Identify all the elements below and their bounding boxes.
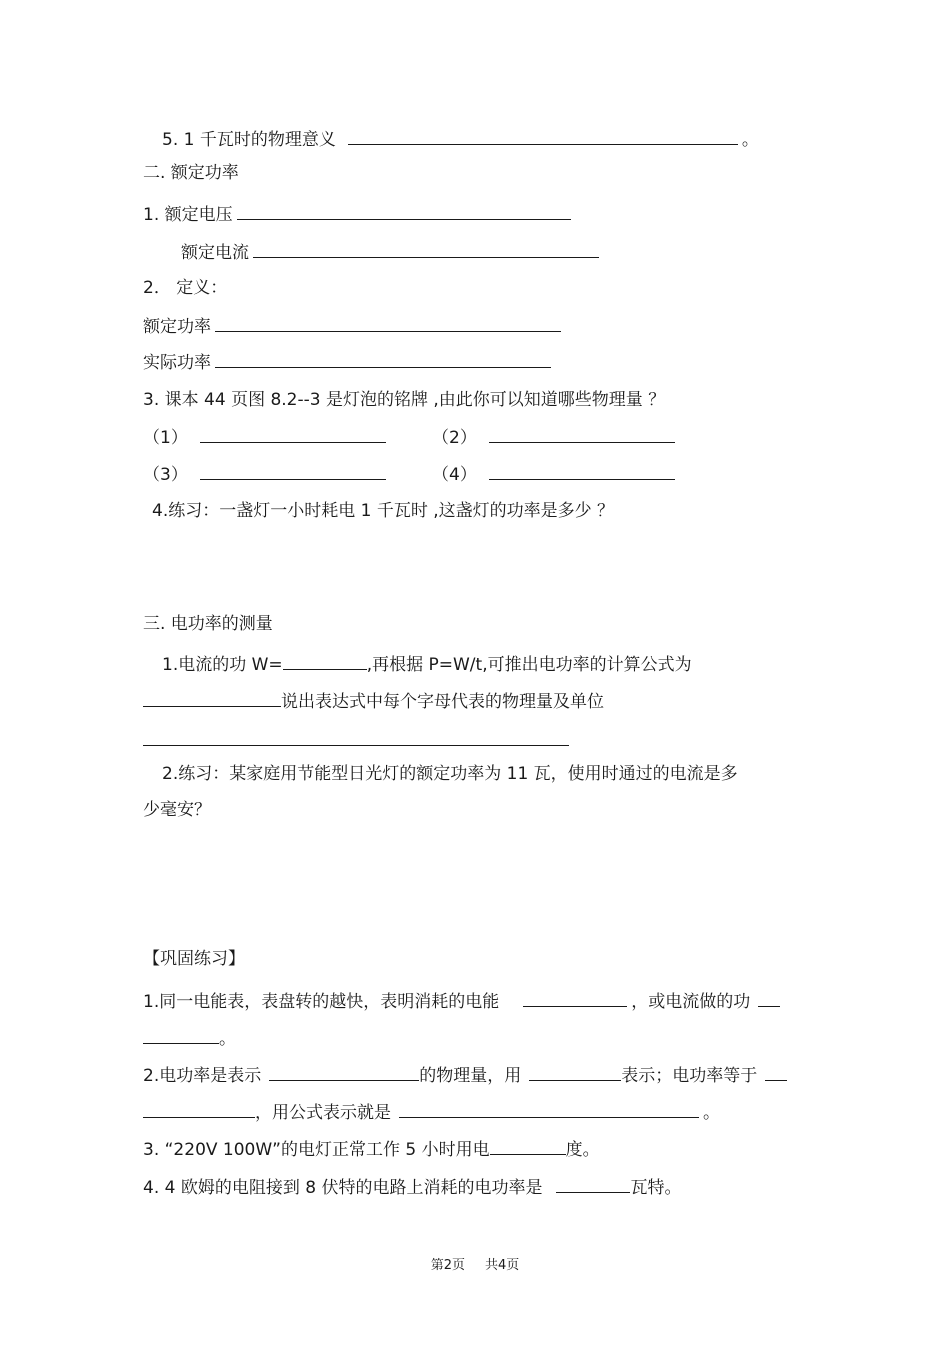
review-2-blank-d[interactable] [143,1099,255,1118]
measure-1: 1.电流的功 W= ,再根据 P=W/t,可推出电功率的计算公式为 [162,651,692,675]
review-2-cont: ，用公式表示就是 。 [143,1099,720,1123]
review-4-blank[interactable] [556,1174,630,1193]
review-1-blank-a[interactable] [523,988,627,1007]
page-footer [0,1257,950,1275]
option-3-blank[interactable] [200,461,386,480]
page-total: 共4页 [485,1258,520,1273]
review-1-cont: 。 [143,1025,236,1049]
section-2-title: 二. 额定功率 [143,163,239,183]
review-2-blank-c[interactable] [765,1062,787,1081]
review-3: 3. “220V 100W”的电灯正常工作 5 小时用电 度。 [143,1136,600,1160]
actual-power-blank[interactable] [215,349,551,368]
option-3: （3） [143,461,390,485]
rated-power-blank[interactable] [215,313,561,332]
option-2: （2） [432,424,679,448]
rated-power-row: 额定功率 [143,313,565,337]
rated-voltage-blank[interactable] [237,201,571,220]
work-formula-blank[interactable] [283,651,367,670]
rated-current-row: 额定电流 [181,239,603,263]
page-number: 第2页 [430,1258,465,1273]
definition-label: 2． 定义： [143,278,228,298]
option-4: （4） [432,461,679,485]
review-2-blank-e[interactable] [399,1099,699,1118]
option-2-blank[interactable] [489,424,675,443]
question-3: 3. 课本 44 页图 8.2--3 是灯泡的铭牌 ,由此你可以知道哪些物理量 ？ [143,390,666,410]
question-5: 5. 1 千瓦时的物理意义 。 [162,126,759,150]
review-2-blank-a[interactable] [269,1062,419,1081]
review-title: 【巩固练习】 [143,949,245,969]
review-2: 2.电功率是表示 的物理量，用 表示；电功率等于 [143,1062,791,1086]
option-1: （1） [143,424,390,448]
symbols-blank[interactable] [143,727,569,746]
actual-power-row: 实际功率 [143,349,555,373]
review-3-blank[interactable] [490,1136,566,1155]
measure-1-cont: 说出表达式中每个字母代表的物理量及单位 [143,688,604,712]
rated-voltage-row: 1. 额定电压 [143,201,575,225]
review-4: 4. 4 欧姆的电阻接到 8 伏特的电路上消耗的电功率是 瓦特。 [143,1174,681,1198]
review-1-blank-c[interactable] [143,1025,219,1044]
question-4: 4.练习：一盏灯一小时耗电 1 千瓦时 ,这盏灯的功率是多少 ？ [152,501,615,521]
rated-current-blank[interactable] [253,239,599,258]
power-formula-blank[interactable] [143,688,281,707]
section-3-title: 三. 电功率的测量 [143,614,273,634]
answer-blank[interactable] [348,126,738,145]
review-2-blank-b[interactable] [529,1062,621,1081]
measure-2-cont: 少毫安？ [143,800,211,820]
option-1-blank[interactable] [200,424,386,443]
review-1-blank-b[interactable] [758,988,780,1007]
measure-1-answer [143,727,569,751]
measure-2: 2.练习：某家庭用节能型日光灯的额定功率为 11 瓦，使用时通过的电流是多 [162,764,738,784]
review-1: 1.同一电能表，表盘转的越快，表明消耗的电能 ，或电流做的功 [143,988,784,1012]
option-4-blank[interactable] [489,461,675,480]
